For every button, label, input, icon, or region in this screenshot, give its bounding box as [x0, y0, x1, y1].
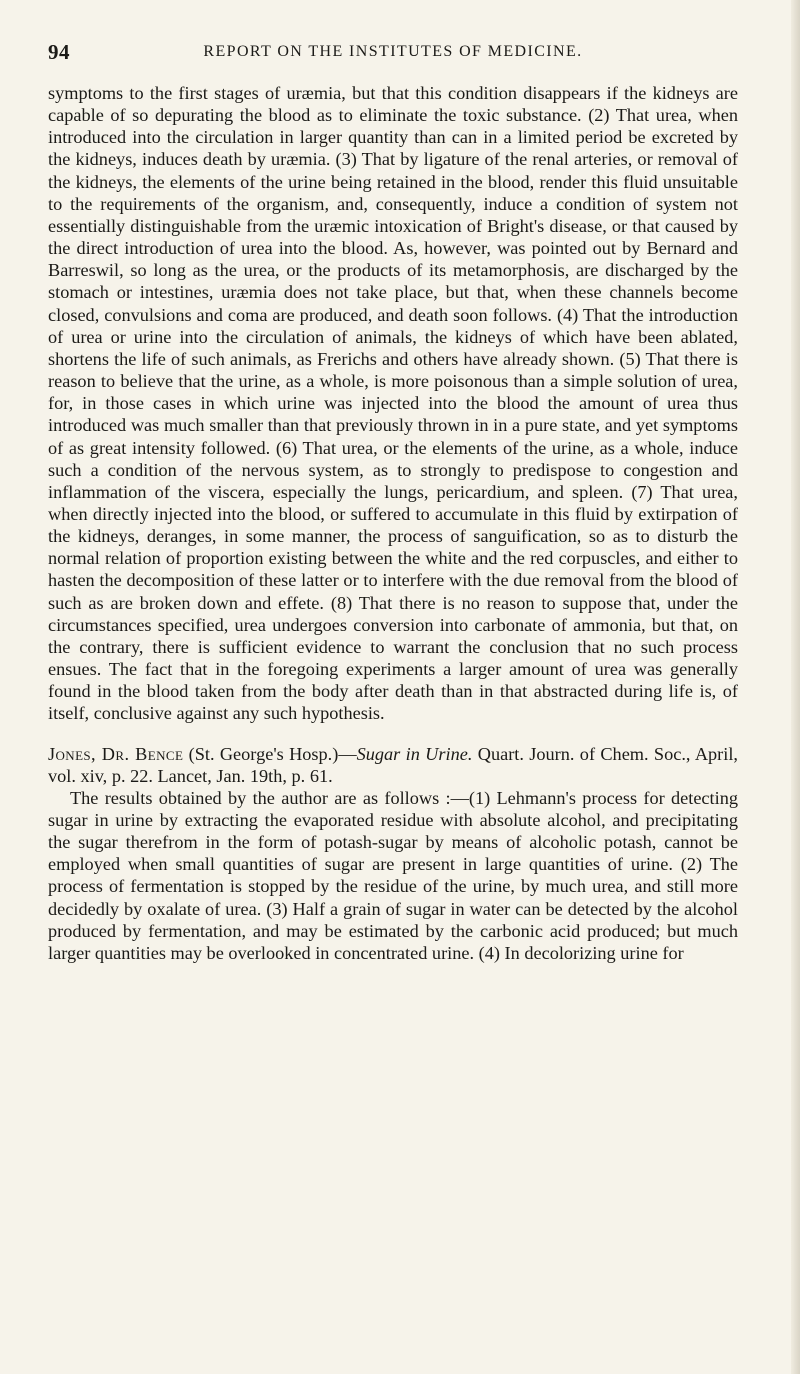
running-head	[48, 40, 738, 66]
page-number: 94	[48, 40, 70, 64]
continued-paragraph: symptoms to the first stages of uræmia, but that this condition disappears if the kidneys are capable of so depurating the blood as to eliminate the toxic substance. (2) That urea, when introduced into the circulation in larger quantity than can in a limited period be excreted by the kidneys, induces death by uræmia. (3) That by ligature of the renal arteries, or removal of the kidneys, the elements of the urine being retained in the blood, render this fluid unsuitable to the requirements of the organism, and, consequently, induce a condition of system not essentially distinguishable from the uræmic intoxication of Bright's disease, or that caused by the direct introduction of urea into the blood. As, however, was pointed out by Bernard and Barreswil, so long as the urea, or the products of its metamorphosis, are discharged by the stomach or intestines, uræmia does not take place, but that, when these channels become closed, convulsions and coma are produced, and death soon follows. (4) That the introduction of urea or urine into the circulation of animals, the kidneys of which have been ablated, shortens the life of such animals, as Frerichs and others have already shown. (5) That there is reason to believe that the urine, as a whole, is more poisonous than a simple solution of urea, for, in those cases in which urine was injected into the blood the amount of urea thus introduced was much smaller than that previously thrown in in a pure state, and yet symptoms of as great intensity followed. (6) That urea, or the elements of the urine, as a whole, induce such a condition of the nervous system, as to strongly to predispose to congestion and inflammation of the viscera, especially the lungs, pericardium, and spleen. (7) That urea, when directly injected into the blood, or suffered to accumulate in this fluid by extirpation of the kidneys, deranges, in some manner, the process of sanguification, so as to disturb the normal relation of proportion existing between the white and the red corpuscles, and either to hasten the decomposition of these latter or to interfere with the due removal from the blood of such as are broken down and effete. (8) That there is no reason to suppose that, under the circumstances specified, urea undergoes conversion into carbonate of ammonia, but that, on the contrary, there is sufficient evidence to warrant the conclusion that no such process ensues. The fact that in the foregoing experiments a larger amount of urea was generally found in the blood taken from the body after death than in that abstracted during life is, of itself, conclusive against any such hypothesis.	[48, 83, 738, 724]
entry-author: Jones, Dr. Bence	[48, 743, 184, 764]
page-edge-shadow	[791, 0, 800, 1374]
running-head-title: REPORT ON THE INSTITUTES OF MEDICINE.	[203, 43, 583, 60]
body-text	[48, 82, 738, 964]
entry-affiliation: (St. George's Hosp.)—	[183, 743, 357, 764]
entry-summary: The results obtained by the author are as follows :—(1) Lehmann's process for detecting sugar in urine by extracting the evaporated residue with absolute alcohol, and precipitating the sugar therefrom in the form of potash-sugar by means of alcoholic potash, cannot be employed when small quantities of sugar are present in large quantities of urine. (2) The process of fermentation is stopped by the residue of the urine, by much urea, and still more decidedly by oxalate of urea. (3) Half a grain of sugar in water can be detected by the alcohol produced by fermentation, and may be estimated by the carbonic acid produced; but much larger quantities may be overlooked in concentrated urine. (4) In decolorizing urine for	[48, 787, 738, 963]
bibliographic-entry	[48, 743, 738, 965]
entry-citation	[48, 743, 738, 787]
entry-work-title: Sugar in Urine.	[356, 743, 473, 764]
entry-source: Quart. Journ. of Chem. Soc., April, vol. xiv, p. 22. Lancet, Jan. 19th, p. 61.	[48, 743, 738, 786]
